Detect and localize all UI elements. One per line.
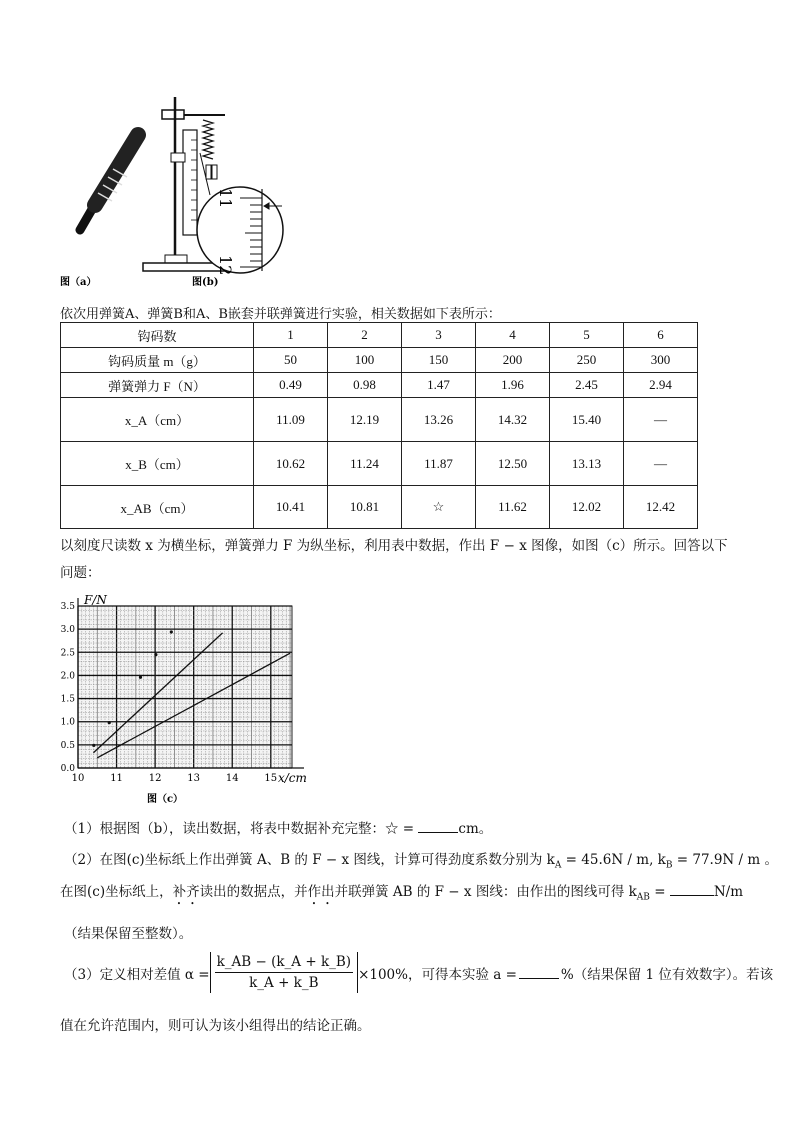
q2-equals: = bbox=[654, 884, 666, 900]
table-cell: 1.96 bbox=[476, 373, 550, 398]
table-cell: 11.87 bbox=[402, 442, 476, 486]
table-cell: 150 bbox=[402, 348, 476, 373]
y-tick-label: 2.5 bbox=[60, 648, 75, 659]
q2-line2-text: 在图(c)坐标纸上， bbox=[60, 884, 173, 900]
table-cell: 12.42 bbox=[624, 486, 698, 529]
x-tick-label: 15 bbox=[264, 773, 278, 784]
q2-emphasis-1: 补齐 bbox=[172, 884, 200, 900]
table-cell: 200 bbox=[476, 348, 550, 373]
table-cell: 13.26 bbox=[402, 398, 476, 442]
table-cell: 0.49 bbox=[254, 373, 328, 398]
table-cell: 6 bbox=[624, 323, 698, 348]
table-cell: 5 bbox=[550, 323, 624, 348]
table-cell: 1.47 bbox=[402, 373, 476, 398]
row-label: x_AB（cm） bbox=[61, 486, 254, 529]
spring-photo-figure-a bbox=[80, 135, 138, 230]
x-axis-label: x/cm bbox=[278, 771, 307, 785]
q1-answer-blank[interactable] bbox=[418, 820, 458, 833]
table-row bbox=[61, 398, 698, 442]
table-cell: 1 bbox=[254, 323, 328, 348]
plot-area bbox=[78, 606, 292, 768]
data-point bbox=[170, 630, 173, 633]
y-tick-label: 2.0 bbox=[60, 671, 75, 682]
table-cell: 12.19 bbox=[328, 398, 402, 442]
x-tick-label: 12 bbox=[148, 773, 162, 784]
question-2: （2）在图(c)坐标纸上作出弹簧 A、B 的 F − x 图线，计算可得劲度系数分别为 $k_A = 45.6N / m$, $k_B = 77.9N / m$ 。 bbox=[64, 852, 778, 871]
row-label: 钩码质量 m（g） bbox=[61, 348, 254, 373]
q2-emphasis-2: 作出 bbox=[307, 884, 335, 900]
q2-line2-text-b: 读出的数据点，并 bbox=[199, 884, 308, 900]
figure-b-caption: 图(b) bbox=[192, 277, 219, 288]
table-cell: 4 bbox=[476, 323, 550, 348]
y-tick-label: 0.5 bbox=[60, 740, 75, 751]
table-cell: 13.13 bbox=[550, 442, 624, 486]
formula-numerator: k_AB − (k_A + k_B) bbox=[215, 952, 353, 973]
q2-kb-value: = 77.9N / m 。 bbox=[676, 852, 778, 868]
table-cell: 50 bbox=[254, 348, 328, 373]
data-point bbox=[154, 653, 157, 656]
table-cell: 0.98 bbox=[328, 373, 402, 398]
scale-label-11: 11 bbox=[216, 188, 235, 209]
x-tick-label: 13 bbox=[187, 773, 201, 784]
intro-text: 依次用弹簧A、弹簧B和A、B嵌套并联弹簧进行实验，相关数据如下表所示： bbox=[60, 307, 501, 322]
q3-text-b: ×100%，可得本实验 a = bbox=[358, 966, 517, 983]
y-axis-label: F/N bbox=[84, 593, 107, 607]
question-1 bbox=[64, 817, 492, 837]
y-tick-label: 1.5 bbox=[60, 694, 75, 705]
table-cell: 2 bbox=[328, 323, 402, 348]
table-cell: ☆ bbox=[402, 486, 476, 529]
q2-line2-text-c: 并联弹簧 AB 的 F − x 图线：由作出的图线可得 k bbox=[334, 884, 637, 900]
table-cell: 10.62 bbox=[254, 442, 328, 486]
q3-answer-blank[interactable] bbox=[519, 966, 559, 979]
q2-text: （2）在图(c)坐标纸上作出弹簧 A、B 的 F − x 图线，计算可得劲度系数分别为 k bbox=[64, 852, 555, 868]
table-cell: 15.40 bbox=[550, 398, 624, 442]
data-point bbox=[108, 721, 111, 724]
table-cell: 12.02 bbox=[550, 486, 624, 529]
table-cell: 11.09 bbox=[254, 398, 328, 442]
q3-text: （3）定义相对差值 α = bbox=[64, 966, 210, 983]
q2-note: （结果保留至整数）。 bbox=[64, 926, 193, 942]
table-row bbox=[61, 373, 698, 398]
question-3 bbox=[64, 952, 773, 993]
table-row bbox=[61, 348, 698, 373]
y-tick-label: 3.0 bbox=[60, 625, 75, 636]
f-x-chart bbox=[55, 588, 325, 808]
data-table bbox=[60, 322, 698, 529]
table-row bbox=[61, 442, 698, 486]
row-label: 钩码数 bbox=[61, 323, 254, 348]
q2-ka-value: = 45.6N / m, k bbox=[565, 852, 666, 868]
q3-text-c: %（结果保留 1 位有效数字）。若该 bbox=[560, 966, 774, 983]
y-tick-label: 0.0 bbox=[60, 764, 75, 774]
relative-difference-formula bbox=[210, 952, 358, 993]
table-cell: 11.24 bbox=[328, 442, 402, 486]
table-row bbox=[61, 323, 698, 348]
table-cell: 3 bbox=[402, 323, 476, 348]
question-2-line-2: 在图(c)坐标纸上，补齐读出的数据点，并作出并联弹簧 AB 的 F − x 图线：由作出的图线可得 $k_{AB} = N/m$ bbox=[60, 884, 743, 903]
table-cell: 100 bbox=[328, 348, 402, 373]
formula-denominator: k_A + k_B bbox=[249, 975, 319, 991]
table-cell: 300 bbox=[624, 348, 698, 373]
data-point bbox=[139, 676, 142, 679]
data-point bbox=[92, 744, 95, 747]
x-tick-label: 10 bbox=[71, 773, 85, 784]
instruction-paragraph: 以刻度尺读数 x 为横坐标，弹簧弹力 F 为纵坐标，利用表中数据，作出 F − x 图像，如图（c）所示。回答以下问题： bbox=[60, 538, 728, 581]
q1-unit: cm。 bbox=[458, 821, 493, 837]
q2-answer-blank[interactable] bbox=[670, 883, 714, 896]
row-label: x_B（cm） bbox=[61, 442, 254, 486]
figure-a-caption: 图（a） bbox=[60, 277, 97, 288]
table-row bbox=[61, 486, 698, 529]
table-cell: — bbox=[624, 442, 698, 486]
row-label: 弹簧弹力 F（N） bbox=[61, 373, 254, 398]
table-cell: 12.50 bbox=[476, 442, 550, 486]
table-cell: 11.62 bbox=[476, 486, 550, 529]
row-label: x_A（cm） bbox=[61, 398, 254, 442]
table-cell: 10.41 bbox=[254, 486, 328, 529]
x-tick-label: 14 bbox=[225, 773, 239, 784]
table-cell: 250 bbox=[550, 348, 624, 373]
x-tick-label: 11 bbox=[110, 773, 123, 784]
table-cell: 14.32 bbox=[476, 398, 550, 442]
table-cell: 2.45 bbox=[550, 373, 624, 398]
stand-figure-b bbox=[143, 97, 283, 276]
q2-unit: N/m bbox=[713, 884, 743, 900]
apparatus-figures bbox=[60, 85, 300, 290]
q1-text: （1）根据图（b），读出数据，将表中数据补充完整：☆ = bbox=[64, 821, 415, 837]
table-cell: 10.81 bbox=[328, 486, 402, 529]
table-cell: 2.94 bbox=[624, 373, 698, 398]
chart-caption: 图（c） bbox=[146, 794, 184, 805]
q3-line-2: 值在允许范围内，则可认为该小组得出的结论正确。 bbox=[60, 1018, 371, 1034]
y-tick-label: 1.0 bbox=[60, 717, 75, 728]
y-tick-label: 3.5 bbox=[60, 602, 75, 612]
table-cell: — bbox=[624, 398, 698, 442]
scale-label-12: 12 bbox=[216, 255, 235, 276]
